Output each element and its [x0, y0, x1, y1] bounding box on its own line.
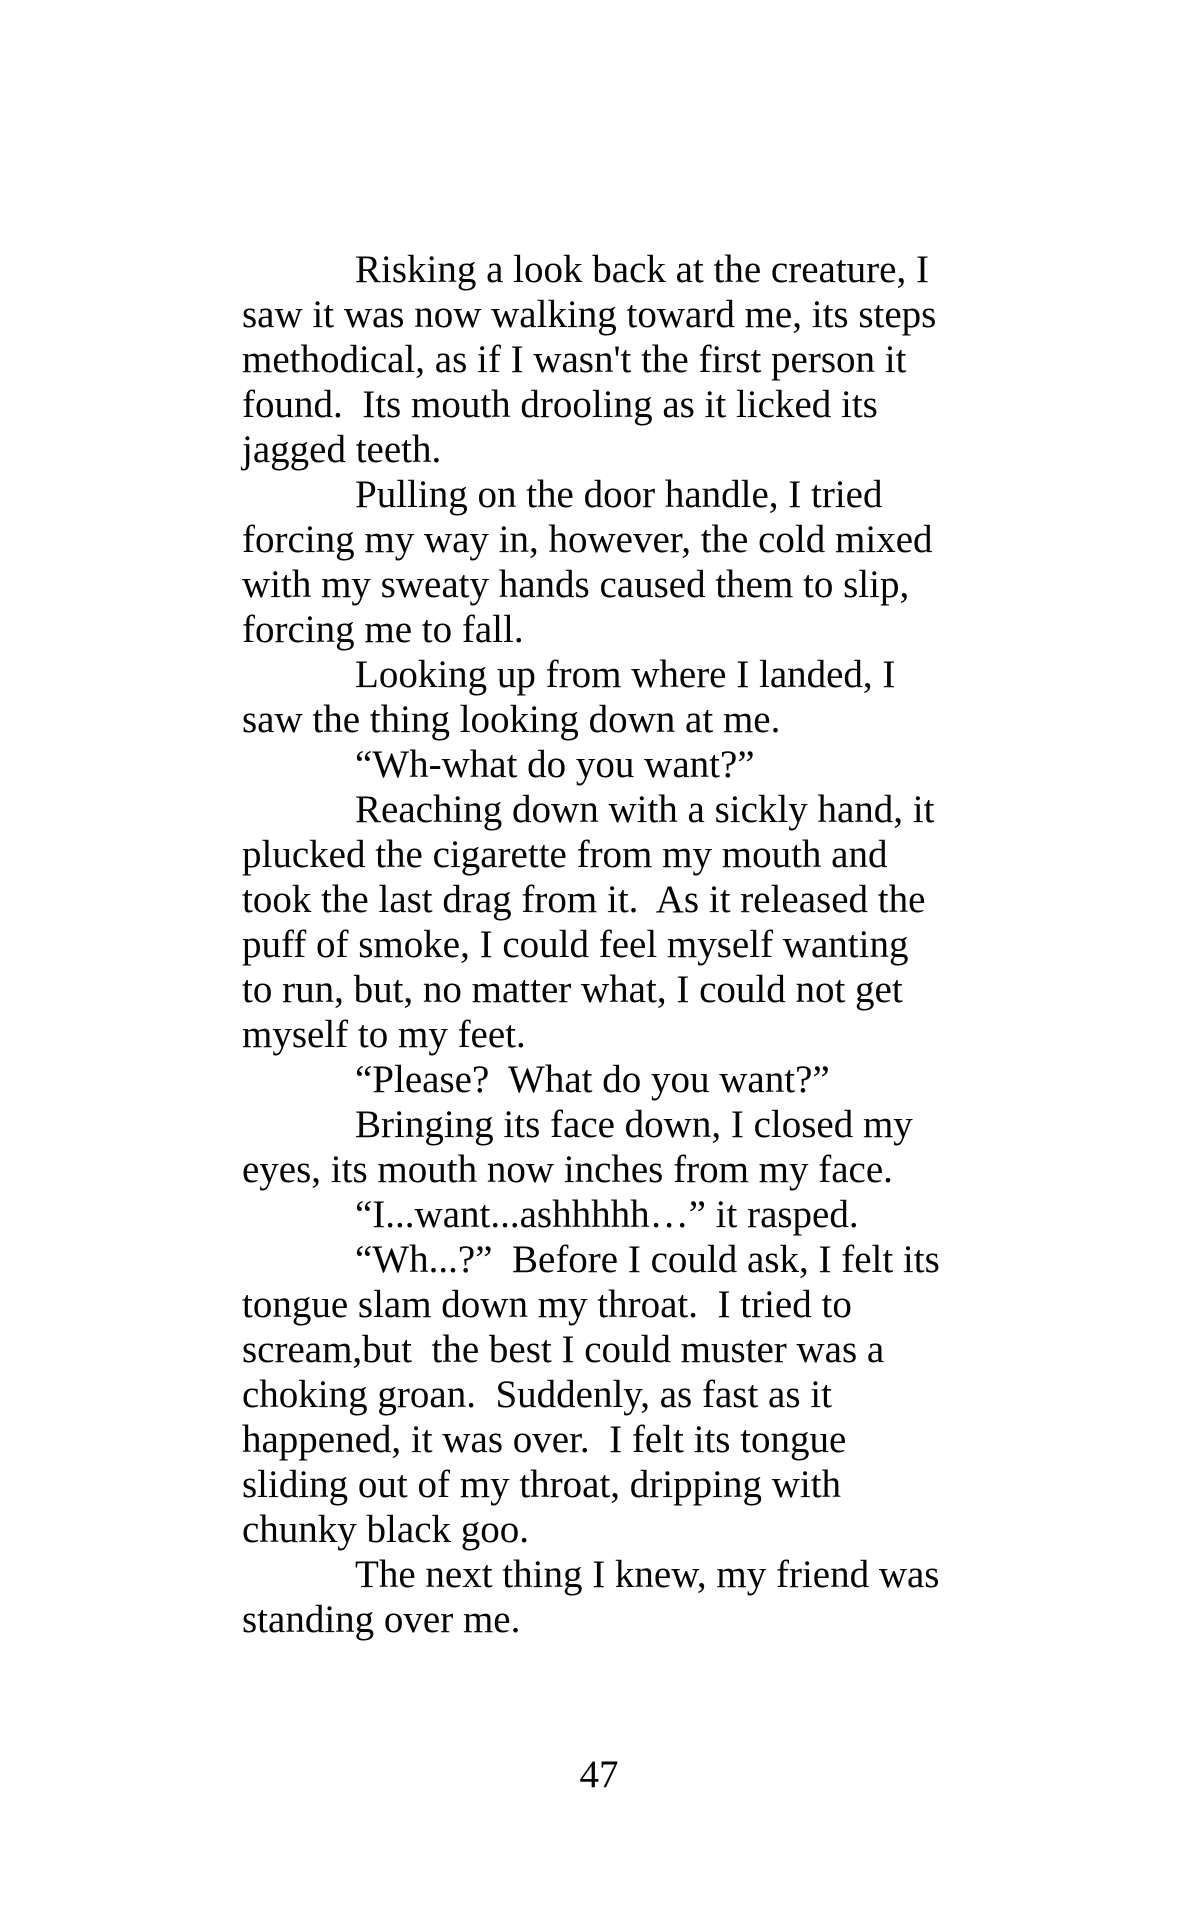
paragraph [242, 247, 956, 472]
paragraph [242, 652, 956, 742]
text-line: chunky black goo. [242, 1508, 530, 1551]
text-line: scream,but the best I could muster was a [242, 1328, 885, 1371]
paragraph [242, 1057, 956, 1102]
text-line: plucked the cigarette from my mouth and [242, 833, 888, 876]
paragraph [242, 1102, 956, 1192]
text-line: forcing me to fall. [242, 608, 524, 651]
text-line: Risking a look back at the creature, I [355, 248, 929, 291]
paragraph [242, 742, 956, 787]
text-line: eyes, its mouth now inches from my face. [242, 1148, 893, 1191]
text-line: puff of smoke, I could feel myself wanting [242, 923, 909, 966]
text-line: choking groan. Suddenly, as fast as it [242, 1373, 832, 1416]
paragraph [242, 472, 956, 652]
text-line: saw it was now walking toward me, its steps [242, 293, 937, 336]
text-line: standing over me. [242, 1598, 521, 1641]
text-line: Reaching down with a sickly hand, it [355, 788, 935, 831]
text-line: myself to my feet. [242, 1013, 526, 1056]
text-line: happened, it was over. I felt its tongue [242, 1418, 847, 1461]
page-text [242, 247, 956, 1642]
text-line: sliding out of my throat, dripping with [242, 1463, 842, 1506]
text-line: Pulling on the door handle, I tried [355, 473, 883, 516]
text-line: “I...want...ashhhhh…” it rasped. [355, 1193, 859, 1236]
text-line: “Please? What do you want?” [355, 1058, 830, 1101]
text-line: Bringing its face down, I closed my [355, 1103, 913, 1146]
paragraph [242, 1192, 956, 1237]
text-line: tongue slam down my throat. I tried to [242, 1283, 852, 1326]
text-line: jagged teeth. [242, 428, 442, 471]
paragraph [242, 787, 956, 1057]
page-number: 47 [579, 1753, 619, 1796]
text-line: Looking up from where I landed, I [355, 653, 896, 696]
text-line: to run, but, no matter what, I could not get [242, 968, 903, 1011]
text-line: forcing my way in, however, the cold mixed [242, 518, 933, 561]
text-line: with my sweaty hands caused them to slip, [242, 563, 910, 606]
text-line: saw the thing looking down at me. [242, 698, 781, 741]
text-line: found. Its mouth drooling as it licked its [242, 383, 878, 426]
text-line: methodical, as if I wasn't the first person it [242, 338, 907, 381]
text-line: “Wh-what do you want?” [355, 743, 755, 786]
text-line: The next thing I knew, my friend was [355, 1553, 940, 1596]
text-line: “Wh...?” Before I could ask, I felt its [355, 1238, 940, 1281]
paragraph [242, 1237, 956, 1552]
text-line: took the last drag from it. As it released the [242, 878, 926, 921]
paragraph [242, 1552, 956, 1642]
